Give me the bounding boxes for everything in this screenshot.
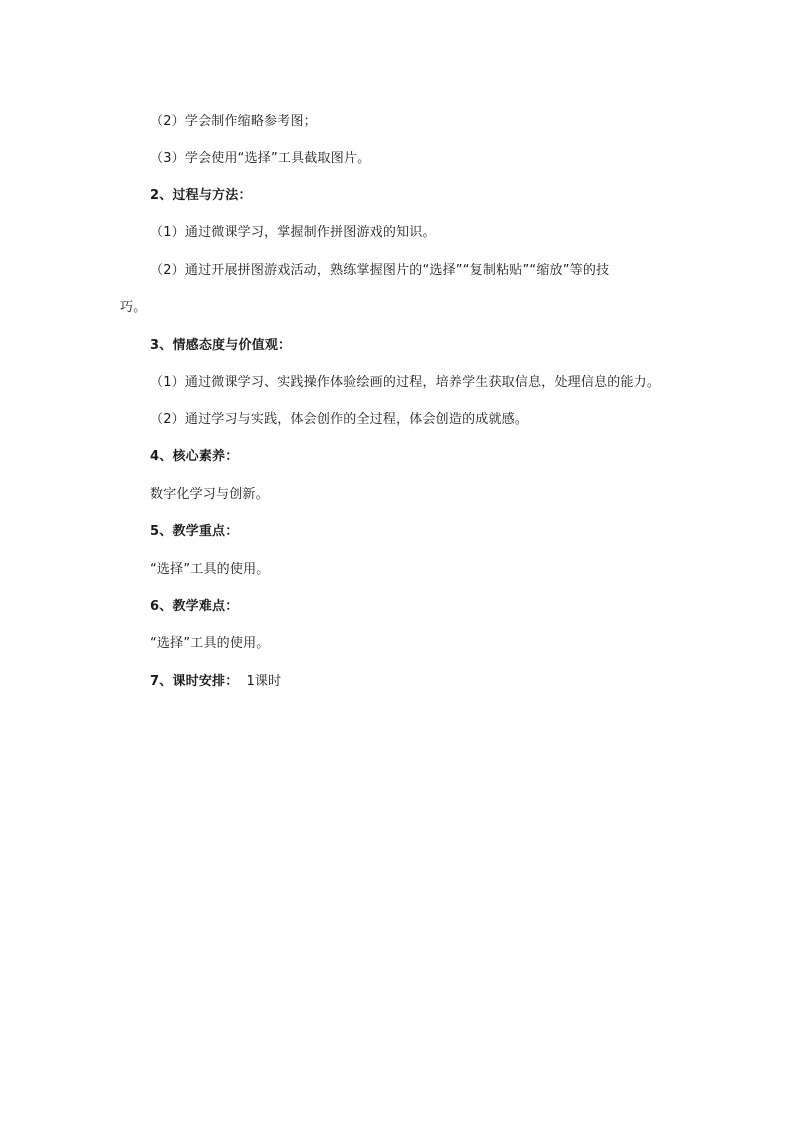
schedule-label: 7、课时安排： — [150, 674, 239, 689]
process-item-1: （1）通过微课学习，掌握制作拼图游戏的知识。 — [150, 225, 436, 240]
section-heading-emotion-values: 3、情感态度与价值观： — [150, 338, 292, 353]
section-heading-difficulty: 6、教学难点： — [150, 599, 239, 614]
section-heading-key-point: 5、教学重点： — [150, 524, 239, 539]
section-heading-process-method: 2、过程与方法： — [150, 188, 252, 203]
key-point-text: “选择”工具的使用。 — [150, 562, 270, 577]
difficulty-text: “选择”工具的使用。 — [150, 636, 270, 651]
core-literacy-text: 数字化学习与创新。 — [150, 487, 269, 502]
emotion-item-1: （1）通过微课学习、实践操作体验绘画的过程，培养学生获取信息，处理信息的能力。 — [150, 375, 661, 390]
objective-item-2: （2）学会制作缩略参考图； — [150, 114, 317, 129]
schedule-line — [150, 673, 281, 691]
objective-item-3: （3）学会使用“选择”工具截取图片。 — [150, 151, 371, 166]
process-item-2: （2）通过开展拼图游戏活动，熟练掌握图片的“选择”“复制粘贴”“缩放”等的技 — [150, 263, 610, 278]
emotion-item-2: （2）通过学习与实践，体会创作的全过程，体会创造的成就感。 — [150, 412, 529, 427]
schedule-value: 1课时 — [246, 674, 282, 689]
section-heading-core-literacy: 4、核心素养： — [150, 449, 239, 464]
process-item-2-continuation: 巧。 — [120, 300, 147, 315]
